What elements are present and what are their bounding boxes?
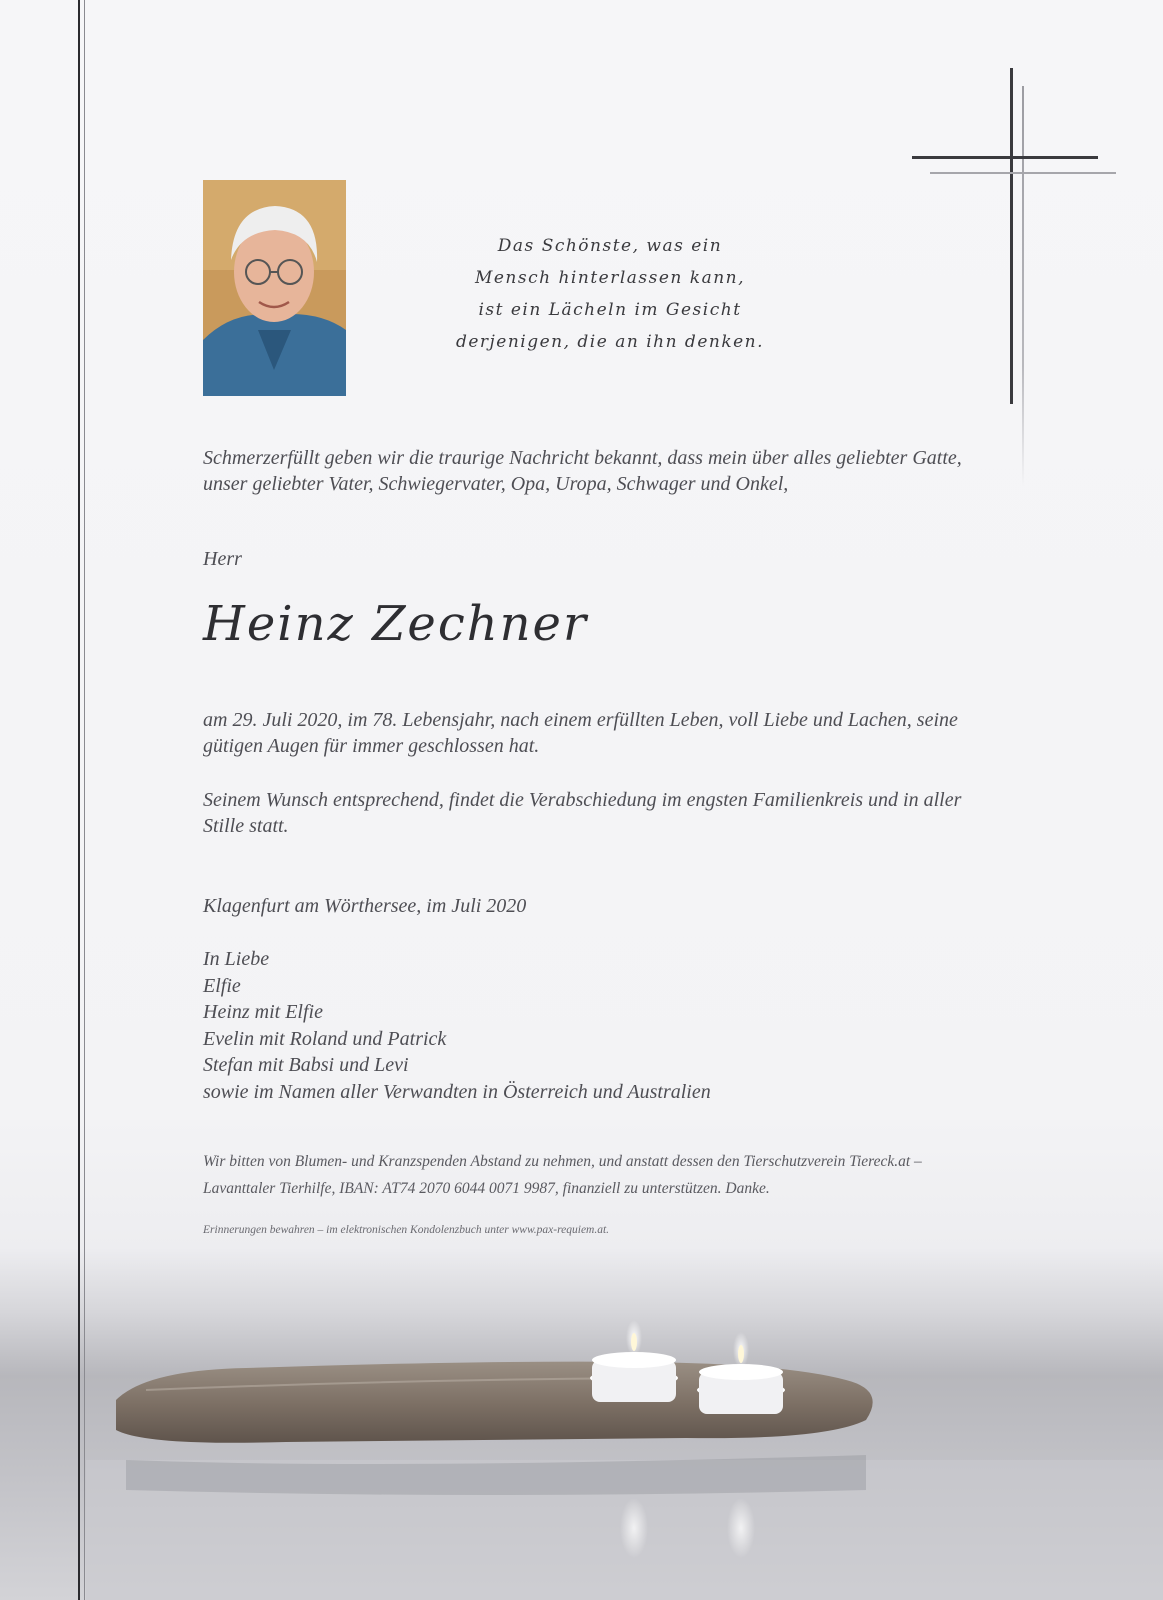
donation-request: Wir bitten von Blumen- und Kranzspenden Abstand zu nehmen, und anstatt dessen den Tierschutzverein Tiereck.at – Lavanttaler Tierhilfe, IBAN: AT74 2070 6044 0071 9987, finanziell zu unterstützen. Danke. — [203, 1153, 922, 1197]
quote-line: ist ein Lächeln im Gesicht — [478, 300, 742, 320]
cross-symbol — [912, 68, 1112, 488]
death-notice-paragraph: am 29. Juli 2020, im 78. Lebensjahr, nach einem erfüllten Leben, voll Liebe und Lachen, seine gütigen Augen für immer geschlossen hat. — [203, 709, 958, 757]
left-margin-rule-thin — [84, 0, 85, 1600]
deceased-name: Heinz Zechner — [203, 596, 588, 652]
farewell-paragraph: Seinem Wunsch entsprechend, findet die Verabschiedung im engsten Familienkreis und in aller Stille statt. — [203, 789, 962, 837]
mourner-line: sowie im Namen aller Verwandten in Österreich und Australien — [203, 1080, 711, 1103]
mourner-line: Heinz mit Elfie — [203, 1001, 323, 1023]
mourner-line: In Liebe — [203, 948, 270, 970]
online-condolence-note: Erinnerungen bewahren – im elektronischen Kondolenzbuch unter www.pax-requiem.at. — [203, 1224, 610, 1236]
mourners-list — [203, 946, 983, 1105]
intro-paragraph: Schmerzerfüllt geben wir die traurige Nachricht bekannt, dass mein über alles geliebter Gatte, unser geliebter Vater, Schwiegervater, Opa, Uropa, Schwager und Onkel, — [203, 447, 962, 495]
quote-line: derjenigen, die an ihn denken. — [455, 332, 765, 352]
quote-line: Mensch hinterlassen kann, — [474, 268, 746, 288]
place-and-date: Klagenfurt am Wörthersee, im Juli 2020 — [203, 895, 527, 917]
mourner-line: Evelin mit Roland und Patrick — [203, 1027, 447, 1050]
quote-line: Das Schönste, was ein — [497, 236, 723, 256]
mourner-line: Stefan mit Babsi und Levi — [203, 1054, 409, 1076]
candles-on-driftwood-image — [86, 1290, 1163, 1600]
left-margin-rule — [78, 0, 80, 1600]
memorial-quote — [430, 230, 790, 358]
portrait-photo — [203, 180, 346, 396]
mourner-line: Elfie — [203, 974, 241, 997]
salutation: Herr — [203, 548, 242, 570]
